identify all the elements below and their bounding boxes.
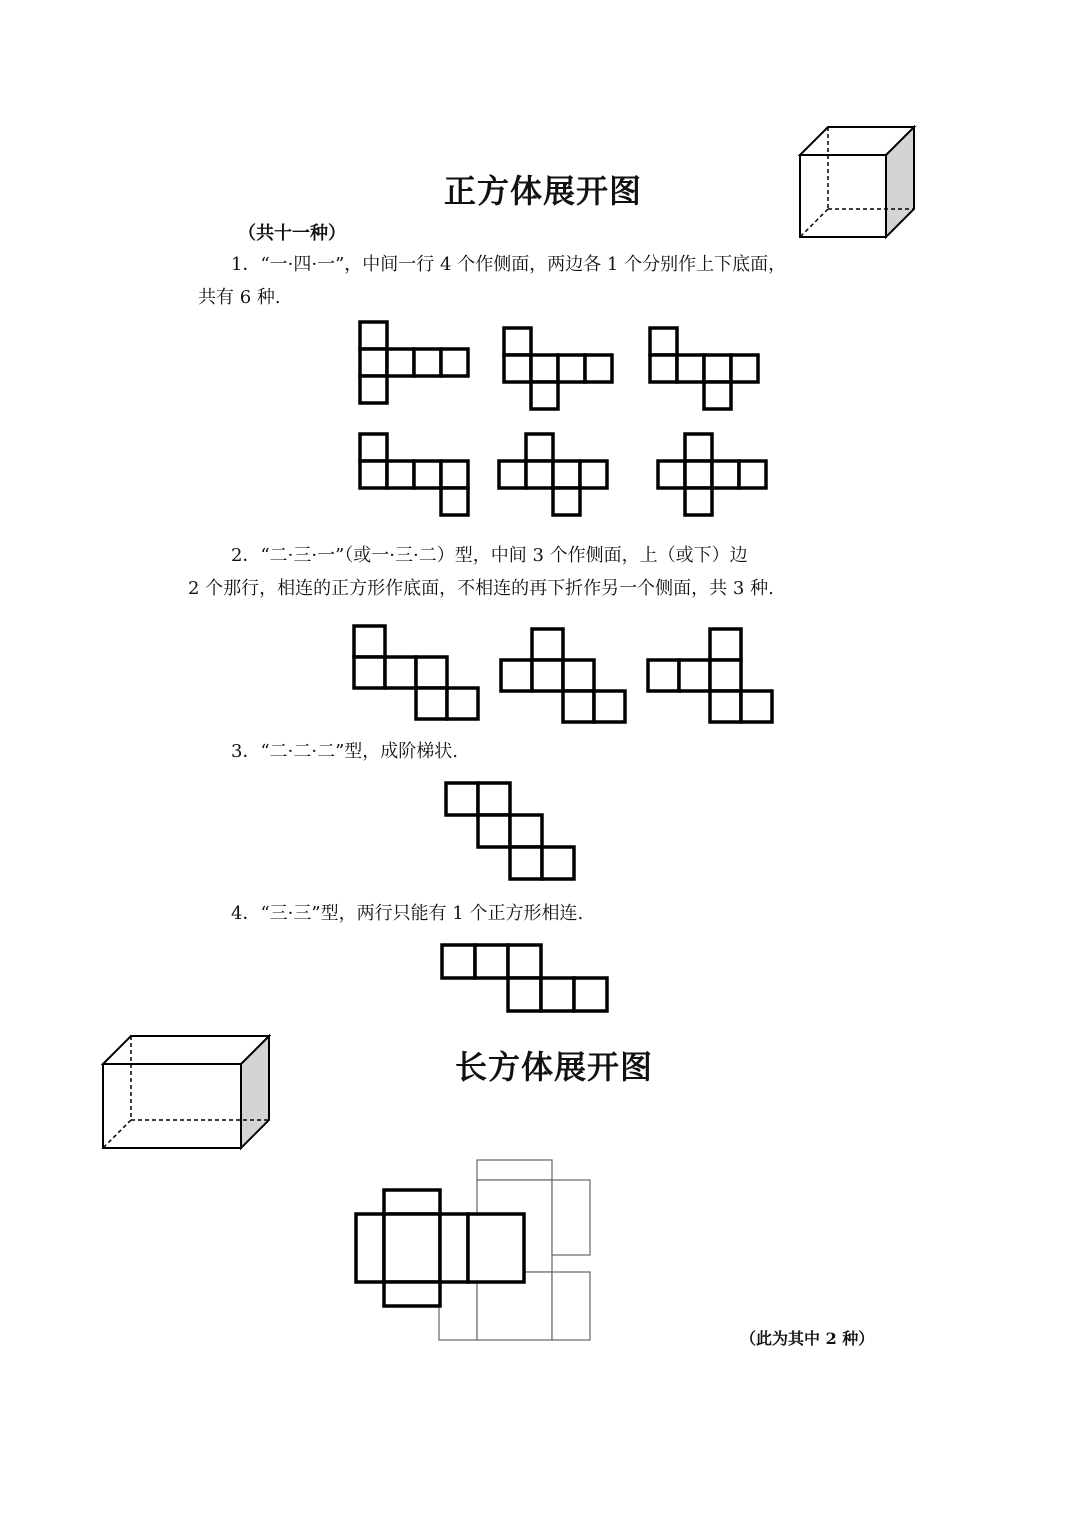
net-1-4-1-a xyxy=(358,320,478,410)
cuboid-3d-icon xyxy=(101,1032,276,1152)
net-1-4-1-d xyxy=(358,432,478,522)
cube-net-count: （共十一种） xyxy=(238,223,346,244)
net-2-3-1-c xyxy=(646,627,776,727)
type1-text-line1: 1．“一·四·一”，中间一行 4 个作侧面，两边各 1 个分别作上下底面， xyxy=(231,254,787,275)
type2-text-line1: 2．“二·三·一”（或一·三·二）型，中间 3 个作侧面，上（或下）边 xyxy=(231,545,748,566)
net-1-4-1-e xyxy=(497,432,617,522)
type1-text-line2: 共有 6 种. xyxy=(198,287,281,308)
net-1-4-1-f xyxy=(656,432,776,522)
net-1-4-1-b xyxy=(502,326,622,416)
net-3-3 xyxy=(440,943,615,1015)
type4-text: 4．“三·三”型，两行只能有 1 个正方形相连. xyxy=(231,903,584,924)
net-1-4-1-c xyxy=(648,326,768,416)
net-2-3-1-a xyxy=(352,624,482,724)
type2-text-line2: 2 个那行，相连的正方形作底面，不相连的再下折作另一个侧面，共 3 种. xyxy=(188,578,774,599)
type3-text: 3．“二·二·二”型，成阶梯状. xyxy=(231,741,459,762)
cube-net-title: 正方体展开图 xyxy=(444,172,643,210)
cuboid-note: （此为其中 2 种） xyxy=(740,1329,875,1348)
net-2-2-2 xyxy=(444,781,584,886)
cube-3d-icon xyxy=(798,124,918,244)
cuboid-net-a xyxy=(354,1188,529,1313)
net-2-3-1-b xyxy=(499,627,629,727)
cuboid-net-title: 长方体展开图 xyxy=(455,1048,654,1086)
